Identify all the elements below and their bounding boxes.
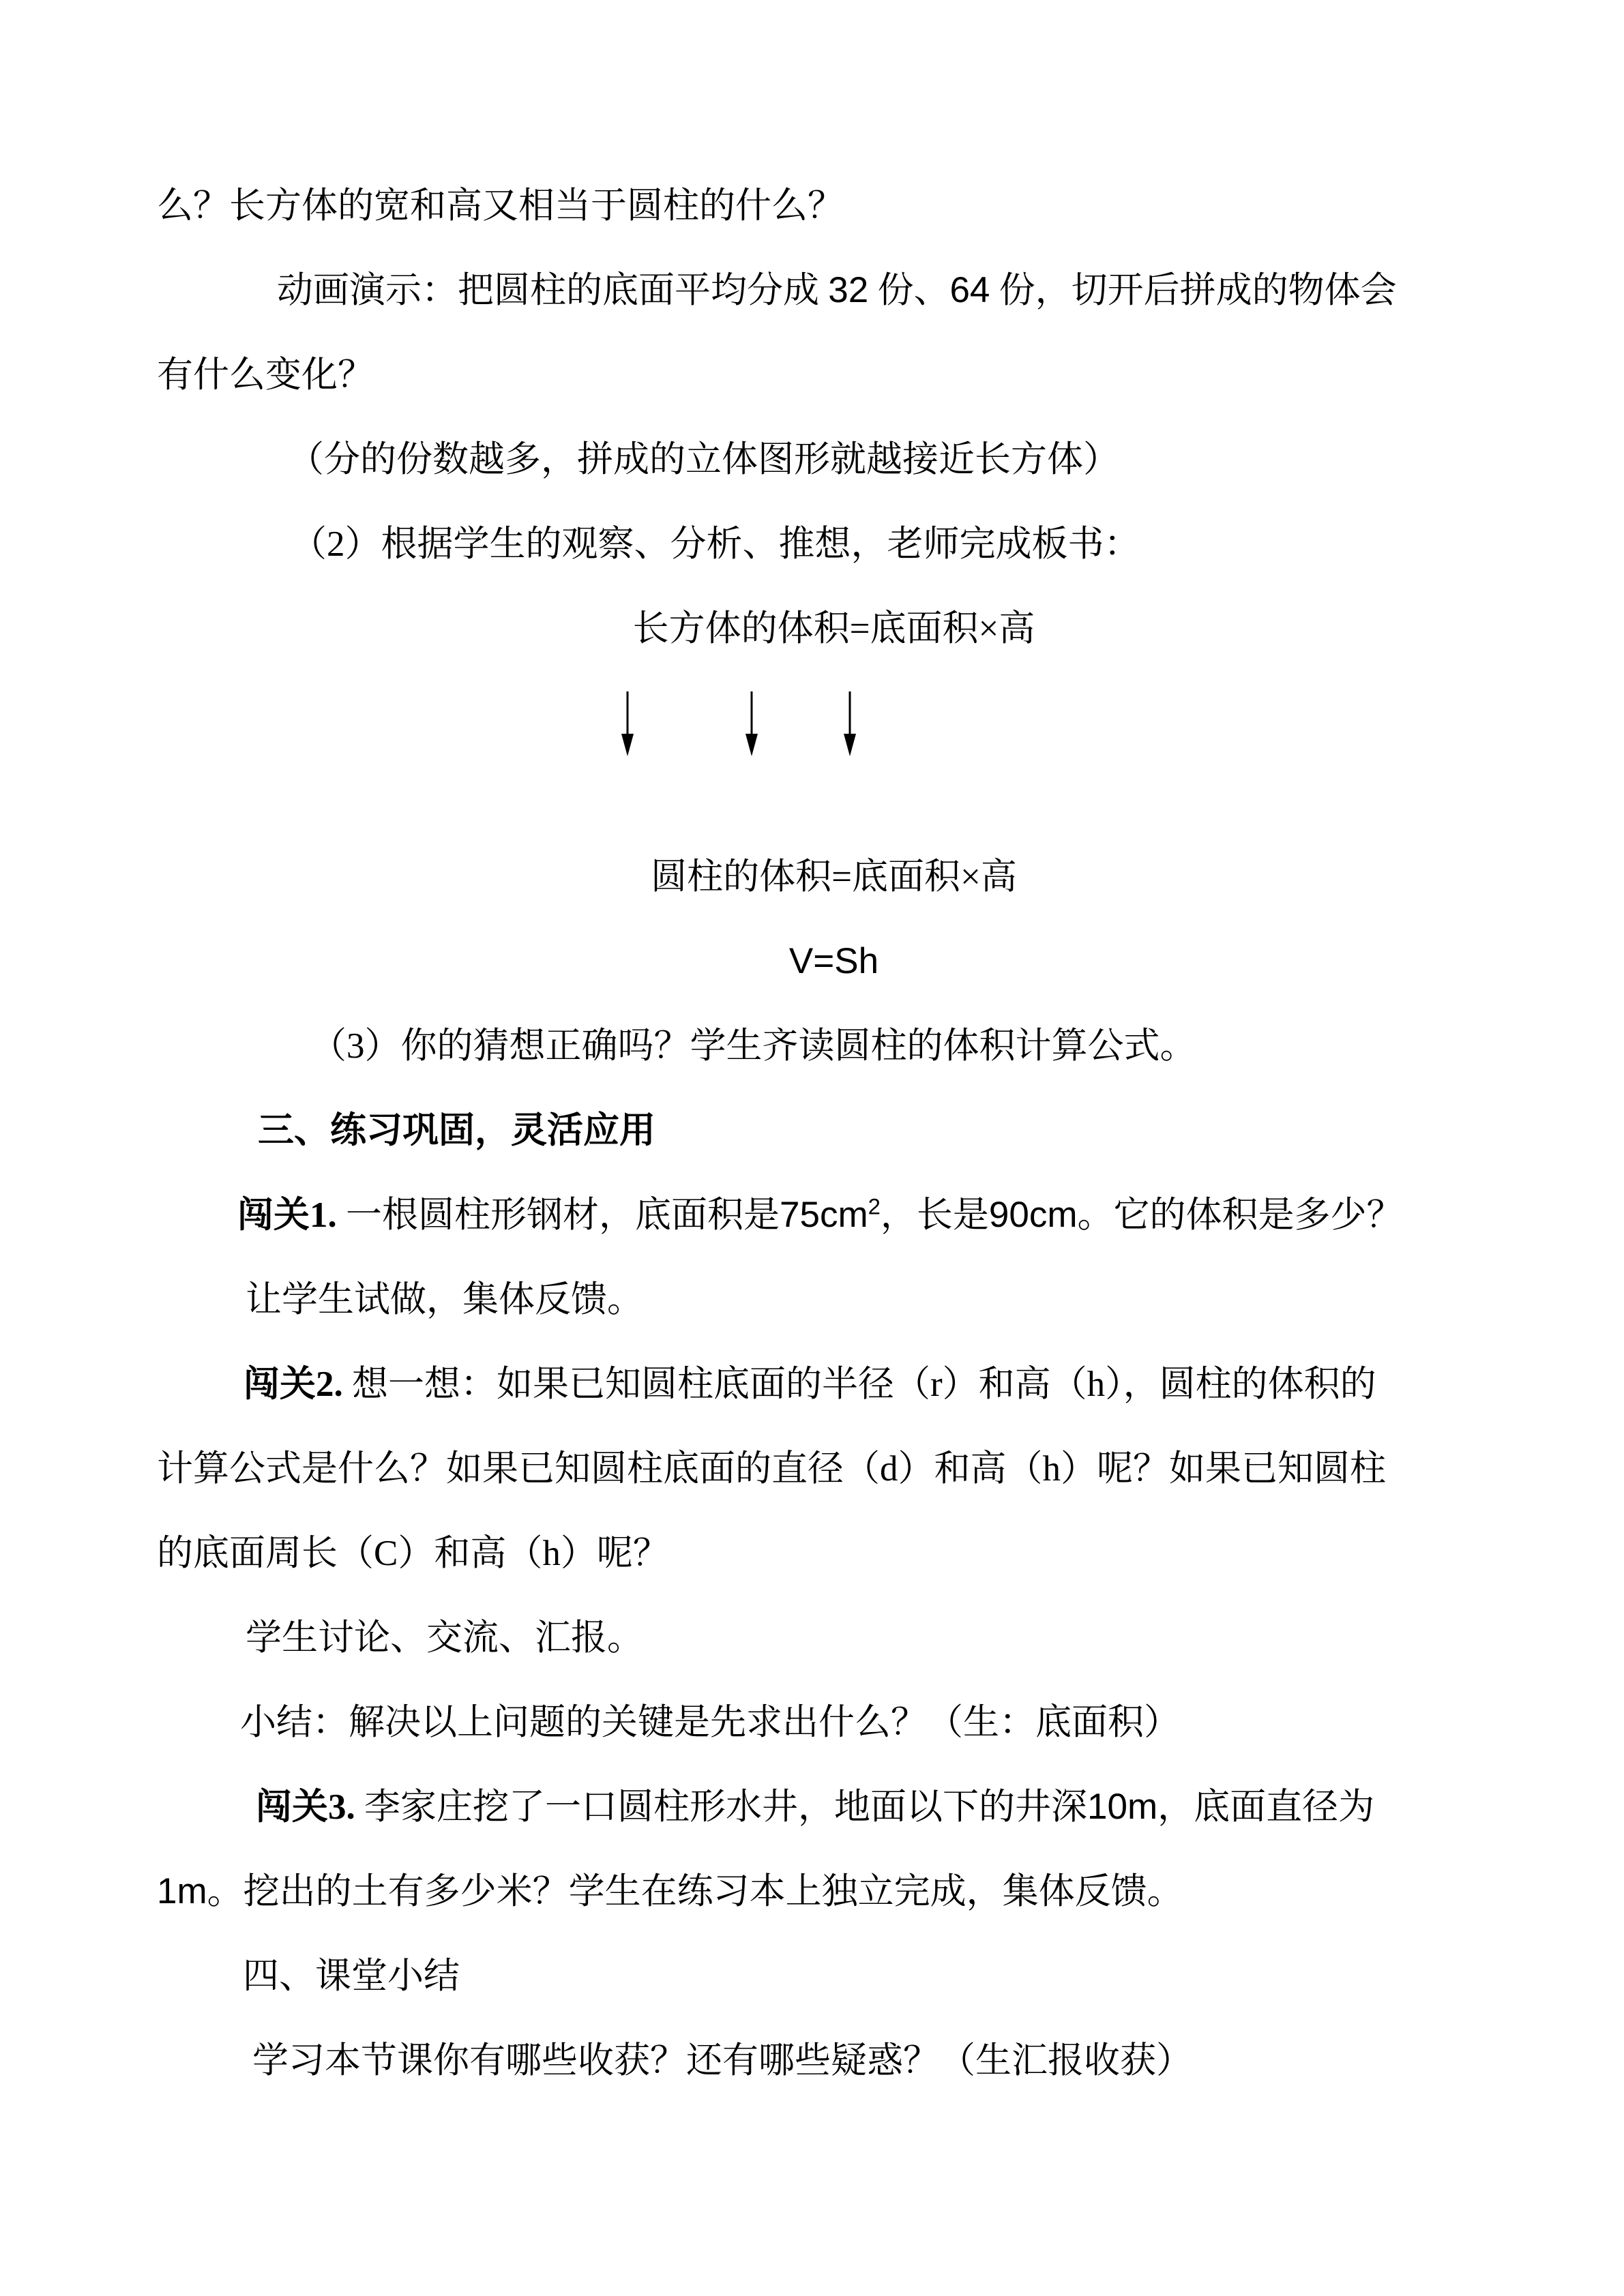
blank-line — [157, 756, 1511, 835]
text-line — [157, 164, 1511, 248]
text-line — [157, 1427, 1511, 1511]
text-line — [157, 1511, 1511, 1596]
text-run: 1m — [157, 1871, 207, 1911]
exercise-line — [157, 1173, 1511, 1257]
text-run: 的底面周长（C）和高（h）呢？ — [157, 1534, 669, 1573]
section-heading — [157, 1088, 1511, 1173]
text-line — [157, 1680, 1511, 1765]
text-run: ，底面直径为 — [1157, 1787, 1375, 1827]
text-run: 。它的体积是多少？ — [1077, 1195, 1403, 1235]
text-run: （2）根据学生的观察、分析、推想，老师完成板书： — [291, 524, 1140, 564]
text-run: 长方体的体积=底面积×高 — [632, 609, 1035, 648]
text-run: 份、 — [868, 271, 950, 310]
section-heading — [157, 1934, 1511, 2018]
text-run: 计算公式是什么？如果已知圆柱底面的直径（d）和高（h）呢？如果已知圆柱 — [157, 1449, 1386, 1489]
text-line — [157, 248, 1511, 333]
text-run: 一根圆柱形钢材，底面积是 — [336, 1195, 780, 1235]
text-run: 有什么变化？ — [157, 355, 374, 395]
down-arrow-icon — [842, 691, 858, 756]
text-run: 64 — [949, 270, 990, 310]
text-run: ，长是 — [880, 1195, 989, 1235]
text-line — [157, 502, 1511, 586]
text-run: 让学生试做，集体反馈。 — [246, 1280, 643, 1320]
text-run: 份，切开后拼成的物体会 — [990, 271, 1397, 310]
text-line — [157, 1596, 1511, 1680]
text-run: （3）你的猜想正确吗？学生齐读圆柱的体积计算公式。 — [310, 1026, 1196, 1066]
text-run: 2 — [868, 1193, 881, 1219]
text-run: 32 — [828, 270, 869, 310]
emphasis-text: 闯关1. — [237, 1195, 337, 1235]
emphasis-text: 闯关2. — [243, 1365, 343, 1404]
text-run: 小结：解决以上问题的关键是先求出什么？（生：底面积） — [240, 1703, 1180, 1742]
text-run: 学习本节课你有哪些收获？还有哪些疑惑？（生汇报收获） — [252, 2041, 1192, 2081]
formula-v-equals-sh — [157, 919, 1511, 1004]
text-line — [157, 1849, 1511, 1934]
arrow-group — [157, 691, 1511, 756]
text-run: 75cm — [780, 1195, 868, 1235]
text-run: 90cm — [988, 1195, 1078, 1235]
text-run: 动画演示：把圆柱的底面平均分成 — [277, 271, 829, 310]
text-line — [157, 417, 1511, 502]
emphasis-text: 闯关3. — [256, 1787, 355, 1827]
text-run: 四、课堂小结 — [243, 1956, 460, 1996]
text-line — [157, 1004, 1511, 1088]
emphasis-text: 三、练习巩固，灵活应用 — [258, 1111, 655, 1150]
text-run: （分的份数越多，拼成的立体图形就越接近长方体） — [288, 440, 1119, 479]
text-run: 么？长方体的宽和高又相当于圆柱的什么？ — [157, 186, 844, 226]
text-run: 圆柱的体积=底面积×高 — [651, 857, 1017, 897]
text-run: 李家庄挖了一口圆柱形水井，地面以下的井深 — [355, 1787, 1087, 1827]
text-run: 。挖出的土有多少米？学生在练习本上独立完成，集体反馈。 — [207, 1872, 1183, 1911]
formula-cuboid-volume — [157, 586, 1511, 671]
formula-cylinder-volume — [157, 835, 1511, 919]
text-run: V=Sh — [788, 941, 879, 981]
text-run: 学生讨论、交流、汇报。 — [246, 1618, 643, 1658]
down-arrow-icon — [743, 691, 760, 756]
down-arrow-icon — [619, 691, 636, 756]
text-run: 想一想：如果已知圆柱底面的半径（r）和高（h），圆柱的体积的 — [342, 1365, 1376, 1404]
exercise-line — [157, 1342, 1511, 1427]
text-run: 10m — [1087, 1787, 1158, 1827]
text-line — [157, 2018, 1511, 2103]
exercise-line — [157, 1765, 1511, 1849]
text-line — [157, 333, 1511, 417]
text-line — [157, 1257, 1511, 1342]
